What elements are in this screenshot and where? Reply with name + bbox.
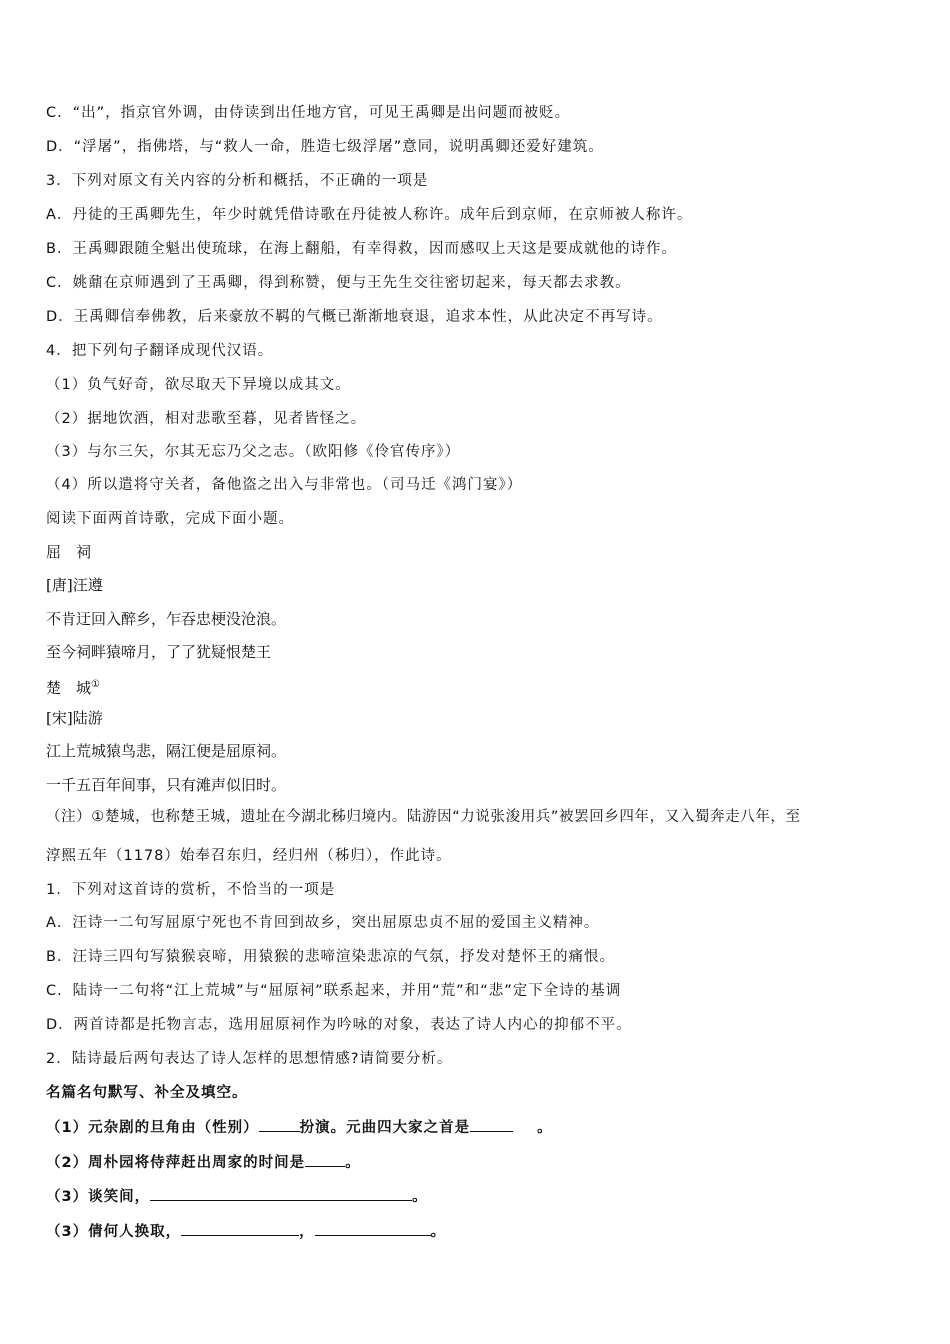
fill-q2-part-b: 。 xyxy=(345,1155,361,1171)
dictation-heading: 名篇名句默写、补全及填空。 xyxy=(46,1085,248,1101)
option-c-text: C．“出”，指京官外调，由侍读到出任地方官，可见王禹卿是出问题而被贬。 xyxy=(46,105,571,121)
fill-q1-part-a: （1）元杂剧的旦角由（性别） xyxy=(46,1120,259,1136)
poem-2-author: [宋]陆游 xyxy=(46,709,103,727)
poem-2-title-text: 楚 城 xyxy=(46,679,92,697)
option-d-text: D．“浮屠”，指佛塔，与“救人一命，胜造七级浮屠”意同，说明禹卿还爱好建筑。 xyxy=(46,139,604,155)
q4-sentence-1: （1）负气好奇，欲尽取天下异境以成其文。 xyxy=(46,377,351,393)
fill-question-1 xyxy=(46,1117,553,1138)
fill-question-3 xyxy=(46,1186,428,1207)
fill-q2-part-a: （2）周朴园将侍萍赶出周家的时间是 xyxy=(46,1155,306,1171)
fill-q1-part-b: 扮演。元曲四大家之首是 xyxy=(299,1120,471,1136)
q4-sentence-3: （3）与尔三矢，尔其无忘乃父之志。（欧阳修《伶官传序》） xyxy=(46,444,461,460)
poem-2-line-2: 一千五百年间事，只有滩声似旧时。 xyxy=(46,776,287,794)
poem-note-line-2: 淳熙五年（1178）始奉召东归，经归州（秭归），作此诗。 xyxy=(46,848,452,864)
poem-note-line-1: （注）①楚城，也称楚王城，遗址在今湖北秭归境内。陆游因“力说张浚用兵”被罢回乡四年，又入蜀奔走八年，至 xyxy=(46,809,801,825)
question-4-stem: 4．把下列句子翻译成现代汉语。 xyxy=(46,343,274,359)
q3-option-a: A．丹徒的王禹卿先生，年少时就凭借诗歌在丹徒被人称许。成年后到京师，在京师被人称许。 xyxy=(46,207,693,223)
poem-1-line-1: 不肯迂回入醉乡，乍吞忠梗没沧浪。 xyxy=(46,610,287,628)
fill-blank-line-1[interactable] xyxy=(181,1221,299,1236)
fill-blank-yuanqu-master[interactable] xyxy=(470,1117,513,1132)
fill-q4-part-a: （3）倩何人换取， xyxy=(46,1224,182,1240)
fill-question-2 xyxy=(46,1152,361,1173)
q3-option-b: B．王禹卿跟随全魁出使琉球，在海上翻船，有幸得救，因而感叹上天这是要成就他的诗作。 xyxy=(46,241,677,257)
q3-option-c: C．姚鼐在京师遇到了王禹卿，得到称赞，便与王先生交往密切起来，每天都去求教。 xyxy=(46,275,631,291)
poem-1-line-2: 至今祠畔猿啼月，了了犹疑恨楚王 xyxy=(46,643,272,661)
poem-question-1-stem: 1．下列对这首诗的赏析，不恰当的一项是 xyxy=(46,882,336,898)
fill-q1-part-c: 。 xyxy=(537,1120,553,1136)
poems-instruction: 阅读下面两首诗歌，完成下面小题。 xyxy=(46,511,294,527)
pq1-option-b: B．汪诗三四句写猿猴哀啼，用猿猴的悲啼渲染悲凉的气氛，抒发对楚怀王的痛恨。 xyxy=(46,949,615,965)
poem-1-title: 屈 祠 xyxy=(46,543,92,561)
q4-sentence-2: （2）据地饮酒，相对悲歌至暮，见者皆怪之。 xyxy=(46,411,367,427)
fill-q3-part-a: （3）谈笑间， xyxy=(46,1189,151,1205)
poem-2-title xyxy=(46,675,100,698)
fill-q4-part-b: ， xyxy=(299,1224,315,1240)
poem-1-author: [唐]汪遵 xyxy=(46,576,103,594)
pq1-option-a: A．汪诗一二句写屈原宁死也不肯回到故乡，突出屈原忠贞不屈的爱国主义精神。 xyxy=(46,915,600,931)
pq1-option-d: D．两首诗都是托物言志，选用屈原祠作为吟咏的对象，表达了诗人内心的抑郁不平。 xyxy=(46,1017,632,1033)
fill-q3-part-b: 。 xyxy=(412,1189,428,1205)
fill-blank-time[interactable] xyxy=(305,1152,345,1167)
q3-option-d: D．王禹卿信奉佛教，后来豪放不羁的气概已渐渐地衰退，追求本性，从此决定不再写诗。 xyxy=(46,309,663,325)
fill-blank-tanxiaojian[interactable] xyxy=(150,1186,412,1201)
poem-question-2-stem: 2．陆诗最后两句表达了诗人怎样的思想情感?请简要分析。 xyxy=(46,1051,453,1067)
pq1-option-c: C．陆诗一二句将“江上荒城”与“屈原祠”联系起来，并用“荒”和“悲”定下全诗的基调 xyxy=(46,983,622,999)
question-3-stem: 3．下列对原文有关内容的分析和概括，不正确的一项是 xyxy=(46,173,429,189)
fill-blank-gender[interactable] xyxy=(259,1117,300,1132)
footnote-marker: ① xyxy=(91,679,100,690)
q4-sentence-4: （4）所以遣将守关者，备他盗之出入与非常也。（司马迁《鸿门宴》） xyxy=(46,477,523,493)
fill-question-4 xyxy=(46,1221,446,1242)
fill-blank-line-2[interactable] xyxy=(315,1221,431,1236)
fill-q4-part-c: 。 xyxy=(430,1224,447,1240)
poem-2-line-1: 江上荒城猿鸟悲，隔江便是屈原祠。 xyxy=(46,742,287,760)
